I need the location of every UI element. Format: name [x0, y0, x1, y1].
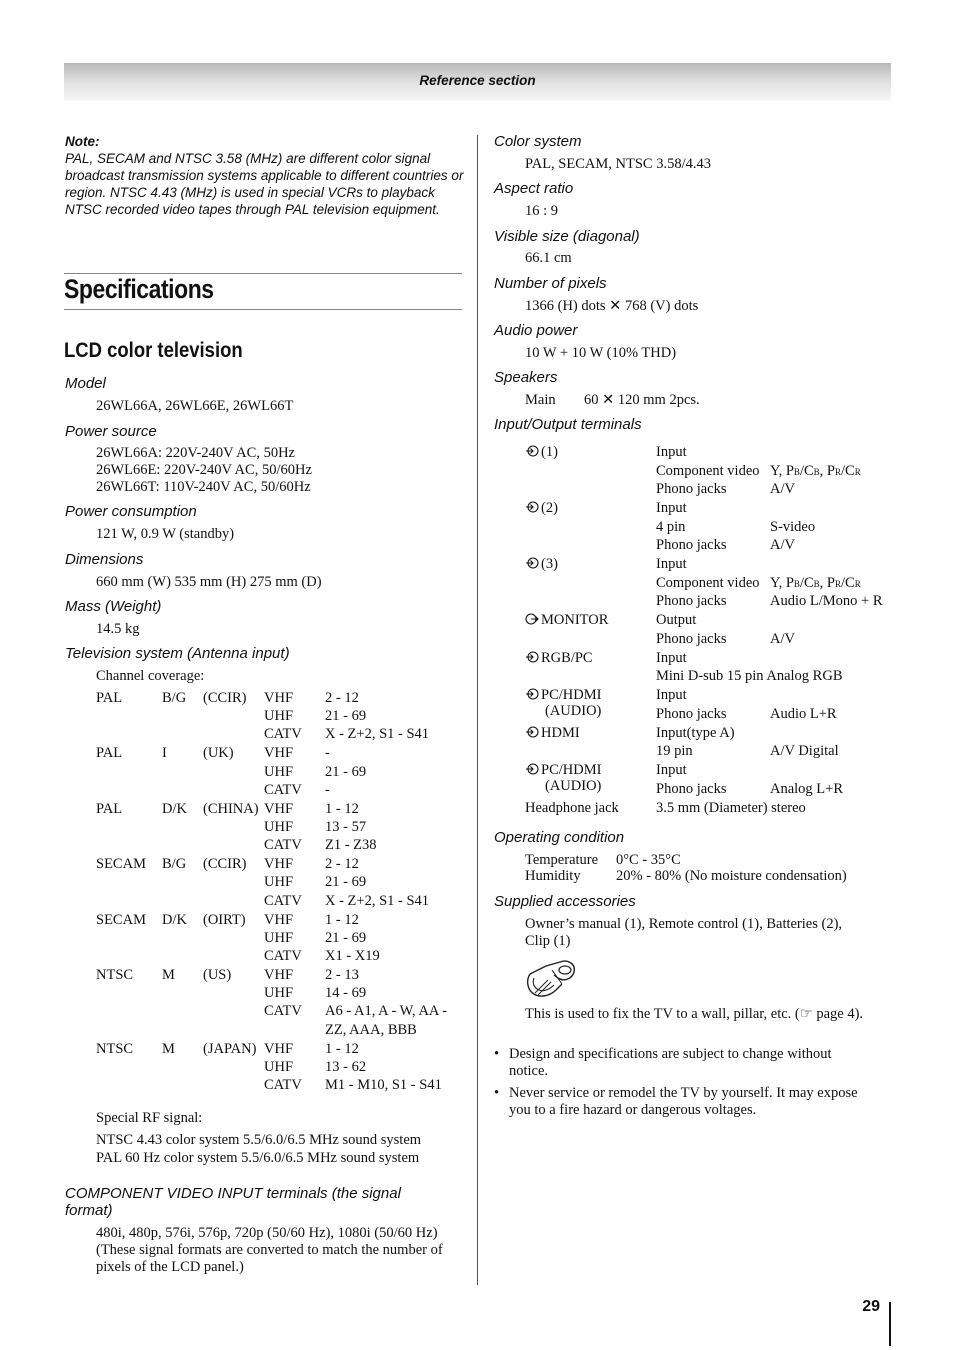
pixels-value: 1366 (H) dots ✕ 768 (V) dots: [525, 298, 699, 314]
speakers-value: 60 ✕ 120 mm 2pcs.: [584, 392, 700, 408]
tv-band-type-cell: UHF: [264, 763, 294, 780]
page-number: 29: [862, 1298, 880, 1315]
model-label: Model: [65, 375, 106, 392]
note-text: PAL, SECAM and NTSC 3.58 (MHz) are different color signal broadcast transmission systems applicable to different countries or region. NTSC 4.43 (MHz) is used in special VCRs to playback NTSC recorded video tapes through PAL television equipment.: [65, 151, 464, 217]
io-type-cell: Component video: [656, 462, 760, 479]
special-rf-line: NTSC 4.43 color system 5.5/6.0/6.5 MHz sound system: [96, 1132, 422, 1148]
io-terminal-label: (2): [541, 500, 558, 516]
output-terminal-icon: [525, 612, 541, 628]
component-label: [65, 1185, 401, 1219]
io-terminal-name: [525, 500, 558, 516]
tv-channels-cell: 1 - 12: [325, 1040, 359, 1057]
bullet-dot: •: [494, 1046, 500, 1062]
power-source-line: 26WL66A: 220V-240V AC, 50Hz: [96, 445, 295, 461]
tv-band-type-cell: VHF: [264, 745, 294, 762]
tv-channels-cell: 14 - 69: [325, 985, 367, 1002]
tv-region-cell: (OIRT): [203, 911, 246, 928]
temperature-value: 0°C - 35°C: [616, 852, 681, 868]
io-terminal-name: [525, 762, 601, 778]
tv-band-type-cell: CATV: [264, 781, 302, 798]
speakers-name: Main: [525, 392, 556, 408]
tv-band-type-cell: UHF: [264, 819, 294, 835]
tv-band-type-cell: UHF: [264, 1058, 294, 1075]
speakers-label: Speakers: [494, 369, 558, 386]
tv-band-cell: D/K: [162, 800, 187, 817]
dimensions-value: 660 mm (W) 535 mm (H) 275 mm (D): [96, 574, 322, 590]
accessories-line: Owner’s manual (1), Remote control (1), Batteries (2),: [525, 916, 843, 932]
operating-condition-label: Operating condition: [494, 829, 625, 846]
tv-channels-cell: -: [325, 781, 330, 798]
bullet-text: [509, 1085, 894, 1119]
tv-channels-cell: A6 - A1, A - W, AA -: [325, 1003, 448, 1020]
aspect-ratio-value: 16 : 9: [525, 203, 559, 219]
tv-system-cell: NTSC: [96, 1040, 134, 1057]
io-type-cell: Input: [656, 556, 687, 572]
io-signal-cell: A/V: [770, 630, 795, 647]
page-title: Specifications: [64, 274, 214, 304]
io-type-cell: Input(type A): [656, 724, 735, 741]
humidity-value: 20% - 80% (No moisture condensation): [616, 868, 847, 884]
io-terminal-name: [525, 444, 558, 460]
humidity-label: Humidity: [525, 868, 581, 884]
tv-band-type-cell: CATV: [264, 892, 302, 909]
tv-system-cell: PAL: [96, 745, 123, 762]
tv-band-type-cell: CATV: [264, 837, 302, 854]
input-terminal-icon: [525, 687, 541, 703]
color-system-value: PAL, SECAM, NTSC 3.58/4.43: [525, 156, 711, 172]
tv-band-type-cell: VHF: [264, 967, 294, 983]
clip-icon: [524, 956, 578, 1009]
tv-channels-cell: Z1 - Z38: [325, 837, 377, 854]
tv-region-cell: (CCIR): [203, 690, 247, 706]
tv-channels-cell: 21 - 69: [325, 708, 367, 725]
tv-system-cell: PAL: [96, 690, 123, 706]
tv-band-cell: M: [162, 967, 175, 983]
io-type-cell: Mini D-sub 15 pin Analog RGB: [656, 668, 843, 684]
io-type-cell: Phono jacks: [656, 593, 727, 609]
tv-band-cell: M: [162, 1040, 175, 1057]
tv-channels-cell: X1 - X19: [325, 948, 380, 964]
io-terminal-name: [525, 687, 601, 703]
tv-channels-cell: -: [325, 745, 330, 762]
io-type-cell: Output: [656, 612, 697, 628]
tv-channels-cell: 1 - 12: [325, 911, 359, 928]
io-type-cell: Input: [656, 687, 687, 703]
io-terminal-label: RGB/PC: [541, 649, 593, 666]
section-header-title: Reference section: [419, 73, 536, 88]
tv-band-cell: B/G: [162, 856, 187, 873]
tv-channels-cell: 13 - 57: [325, 819, 367, 835]
audio-power-label: Audio power: [494, 322, 578, 339]
bullet-item: [494, 1046, 894, 1086]
color-system-label: Color system: [494, 133, 582, 150]
component-line: pixels of the LCD panel.): [96, 1259, 244, 1275]
component-line: (These signal formats are converted to match the number of: [96, 1242, 443, 1258]
accessories-label: Supplied accessories: [494, 893, 636, 910]
input-terminal-icon: [525, 500, 541, 516]
component-line: 480i, 480p, 576i, 576p, 720p (50/60 Hz), 1080i (50/60 Hz): [96, 1225, 438, 1241]
io-terminal-label: (AUDIO): [545, 703, 602, 719]
temperature-label: Temperature: [525, 852, 599, 868]
io-type-cell: Phono jacks: [656, 481, 727, 497]
mass-label: Mass (Weight): [65, 598, 162, 615]
io-type-cell: 19 pin: [656, 743, 693, 759]
tv-band-type-cell: VHF: [264, 911, 294, 928]
tv-band-type-cell: VHF: [264, 800, 294, 817]
subsection-title: LCD color television: [64, 339, 243, 362]
tv-band-cell: I: [162, 745, 167, 762]
tv-band-cell: D/K: [162, 911, 187, 928]
io-terminals-label: Input/Output terminals: [494, 416, 642, 433]
io-type-cell: Component video: [656, 574, 760, 591]
io-signal-cell: A/V Digital: [770, 743, 839, 759]
tv-band-type-cell: UHF: [264, 929, 294, 946]
io-signal-cell: A/V: [770, 481, 795, 497]
pixels-label: Number of pixels: [494, 275, 607, 292]
io-signal-cell: Y, PB/CB, PR/CR: [770, 462, 861, 479]
bullet-line: Design and specifications are subject to change without: [509, 1046, 832, 1062]
bullet-line: notice.: [509, 1063, 549, 1079]
bullet-line: you to a fire hazard or dangerous voltages.: [509, 1102, 757, 1118]
io-type-cell: Phono jacks: [656, 630, 727, 647]
io-signal-cell: Analog L+R: [770, 780, 844, 797]
input-terminal-icon: [525, 650, 541, 666]
tv-channels-cell: 2 - 12: [325, 856, 359, 873]
io-terminal-name: [525, 725, 580, 741]
bullet-line: Never service or remodel the TV by yourself. It may expose: [509, 1085, 858, 1101]
io-terminal-name: [525, 800, 619, 816]
tv-system-cell: PAL: [96, 800, 123, 817]
tv-channels-cell: X - Z+2, S1 - S41: [325, 726, 430, 743]
tv-system-label: Television system (Antenna input): [65, 645, 290, 662]
io-terminal-label: (1): [541, 444, 558, 460]
power-consumption-value: 121 W, 0.9 W (standby): [96, 526, 235, 542]
tv-channels-cell: 13 - 62: [325, 1058, 367, 1075]
io-type-cell: Input: [656, 649, 687, 666]
input-terminal-icon: [525, 762, 541, 778]
tv-region-cell: (CHINA): [203, 800, 259, 817]
io-type-cell: Phono jacks: [656, 780, 727, 797]
io-type-cell: Phono jacks: [656, 537, 727, 553]
io-terminal-label: (AUDIO): [545, 778, 602, 794]
tv-region-cell: (US): [203, 967, 232, 983]
io-terminal-name: [525, 650, 593, 666]
tv-channels-cell: 21 - 69: [325, 763, 367, 780]
power-source-line: 26WL66E: 220V-240V AC, 50/60Hz: [96, 462, 312, 478]
model-value: 26WL66A, 26WL66E, 26WL66T: [96, 398, 294, 414]
io-terminal-label: (3): [541, 556, 558, 572]
visible-size-value: 66.1 cm: [525, 250, 572, 266]
io-terminal-name: [525, 556, 558, 572]
tv-channels-cell: ZZ, AAA, BBB: [325, 1021, 417, 1038]
tv-system-cell: NTSC: [96, 967, 134, 983]
io-signal-cell: Audio L/Mono + R: [770, 593, 883, 609]
io-type-cell: 3.5 mm (Diameter) stereo: [656, 799, 806, 816]
tv-band-type-cell: CATV: [264, 726, 302, 743]
dimensions-label: Dimensions: [65, 551, 144, 568]
tv-region-cell: (CCIR): [203, 856, 247, 873]
special-rf-line: PAL 60 Hz color system 5.5/6.0/6.5 MHz sound system: [96, 1150, 420, 1166]
io-terminal-label: Headphone jack: [525, 799, 619, 816]
channel-coverage-label: Channel coverage:: [96, 668, 205, 684]
accessories-line: Clip (1): [525, 933, 571, 949]
io-type-cell: Phono jacks: [656, 705, 727, 722]
tv-band-type-cell: VHF: [264, 690, 294, 706]
input-terminal-icon: [525, 725, 541, 741]
visible-size-label: Visible size (diagonal): [494, 228, 640, 245]
io-signal-cell: Y, PB/CB, PR/CR: [770, 574, 861, 591]
tv-band-type-cell: VHF: [264, 856, 294, 873]
special-rf-label: Special RF signal:: [96, 1110, 203, 1126]
mass-value: 14.5 kg: [96, 621, 140, 637]
tv-band-type-cell: UHF: [264, 708, 294, 725]
tv-channels-cell: 21 - 69: [325, 874, 367, 891]
power-source-line: 26WL66T: 110V-240V AC, 50/60Hz: [96, 479, 311, 495]
power-source-label: Power source: [65, 423, 157, 440]
component-label-line: COMPONENT VIDEO INPUT terminals (the signal: [65, 1185, 401, 1202]
io-terminal-name: [525, 612, 608, 628]
tv-band-type-cell: VHF: [264, 1040, 294, 1057]
aspect-ratio-label: Aspect ratio: [494, 180, 574, 197]
tv-channels-cell: 21 - 69: [325, 929, 367, 946]
input-terminal-icon: [525, 444, 541, 460]
bullet-item: [494, 1085, 894, 1125]
input-terminal-icon: [525, 556, 541, 572]
tv-channels-cell: M1 - M10, S1 - S41: [325, 1077, 442, 1093]
io-terminal-label: MONITOR: [541, 612, 609, 628]
tv-band-type-cell: CATV: [264, 1003, 302, 1020]
tv-channels-cell: 1 - 12: [325, 800, 359, 817]
clip-note: This is used to fix the TV to a wall, pillar, etc. (☞ page 4).: [525, 1006, 864, 1022]
tv-system-cell: SECAM: [96, 911, 146, 928]
tv-band-type-cell: UHF: [264, 985, 294, 1002]
component-formats: [96, 1225, 443, 1276]
note-label: Note:: [65, 134, 100, 149]
tv-region-cell: (UK): [203, 745, 234, 762]
audio-power-value: 10 W + 10 W (10% THD): [525, 345, 677, 361]
component-label-line: format): [65, 1202, 113, 1219]
io-signal-cell: Audio L+R: [770, 705, 837, 722]
io-signal-cell: S-video: [770, 518, 816, 535]
tv-channels-cell: 2 - 13: [325, 967, 359, 983]
bullet-text: [509, 1046, 894, 1080]
io-terminal-label: PC/HDMI: [541, 687, 602, 703]
tv-region-cell: (JAPAN): [203, 1040, 257, 1057]
tv-band-cell: B/G: [162, 690, 187, 706]
power-consumption-label: Power consumption: [65, 503, 197, 520]
tv-band-type-cell: CATV: [264, 1077, 302, 1093]
page-number-rule: [889, 1302, 891, 1346]
io-type-cell: Input: [656, 762, 687, 778]
io-terminal-label: PC/HDMI: [541, 762, 602, 778]
io-terminal-label: HDMI: [541, 724, 580, 741]
io-type-cell: 4 pin: [656, 518, 686, 535]
io-type-cell: Input: [656, 444, 687, 460]
tv-system-cell: SECAM: [96, 856, 146, 873]
io-signal-cell: A/V: [770, 537, 795, 553]
io-type-cell: Input: [656, 500, 687, 516]
tv-band-type-cell: UHF: [264, 874, 294, 891]
tv-channels-cell: X - Z+2, S1 - S41: [325, 892, 430, 909]
tv-channels-cell: 2 - 12: [325, 690, 359, 706]
tv-band-type-cell: CATV: [264, 948, 302, 964]
bullet-dot: •: [494, 1085, 500, 1101]
